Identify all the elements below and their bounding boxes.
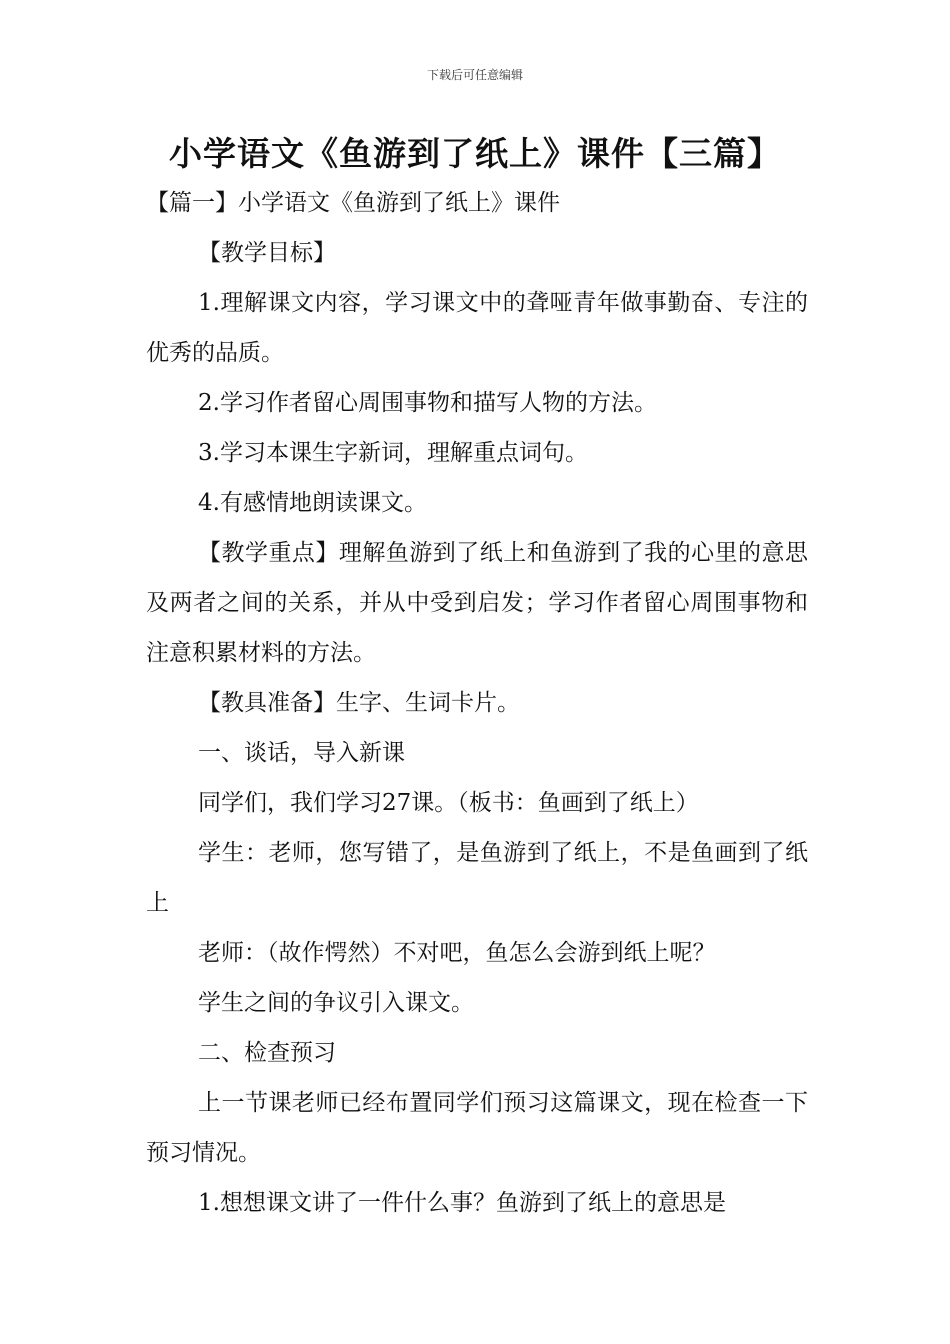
paragraph-intro: 同学们，我们学习27课。（板书：鱼画到了纸上） (198, 790, 699, 816)
paragraph-goal-2: 2.学习作者留心周围事物和描写人物的方法。 (198, 390, 657, 416)
paragraph-discussion: 学生之间的争议引入课文。 (198, 990, 474, 1016)
paragraph-goal-4: 4.有感情地朗读课文。 (198, 490, 427, 516)
paragraph-step-1-heading: 一、谈话，导入新课 (198, 740, 405, 766)
document-title: 小学语文《鱼游到了纸上》课件【三篇】 (169, 134, 781, 173)
section-heading: 【篇一】小学语文《鱼游到了纸上》课件 (146, 190, 560, 216)
document-body (146, 178, 808, 1228)
paragraph-teaching-focus: 【教学重点】理解鱼游到了纸上和鱼游到了我的心里的意思及两者之间的关系，并从中受到启发；学习作者留心周围事物和注意积累材料的方法。 (146, 540, 808, 666)
page-header-note: 下载后可任意编辑 (426, 68, 523, 82)
paragraph-teaching-goals-heading: 【教学目标】 (198, 240, 336, 266)
paragraph-step-2-heading: 二、检查预习 (198, 1040, 336, 1066)
paragraph-question-1: 1.想想课文讲了一件什么事？鱼游到了纸上的意思是 (198, 1190, 726, 1216)
paragraph-student-line: 学生：老师，您写错了，是鱼游到了纸上，不是鱼画到了纸上 (146, 840, 808, 916)
paragraph-teaching-aids: 【教具准备】生字、生词卡片。 (198, 690, 520, 716)
paragraph-goal-1: 1.理解课文内容，学习课文中的聋哑青年做事勤奋、专注的优秀的品质。 (146, 290, 808, 366)
paragraph-preview-check: 上一节课老师已经布置同学们预习这篇课文，现在检查一下预习情况。 (146, 1090, 808, 1166)
paragraph-teacher-line: 老师：（故作愕然）不对吧，鱼怎么会游到纸上呢？ (198, 940, 716, 966)
paragraph-goal-3: 3.学习本课生字新词，理解重点词句。 (198, 440, 588, 466)
